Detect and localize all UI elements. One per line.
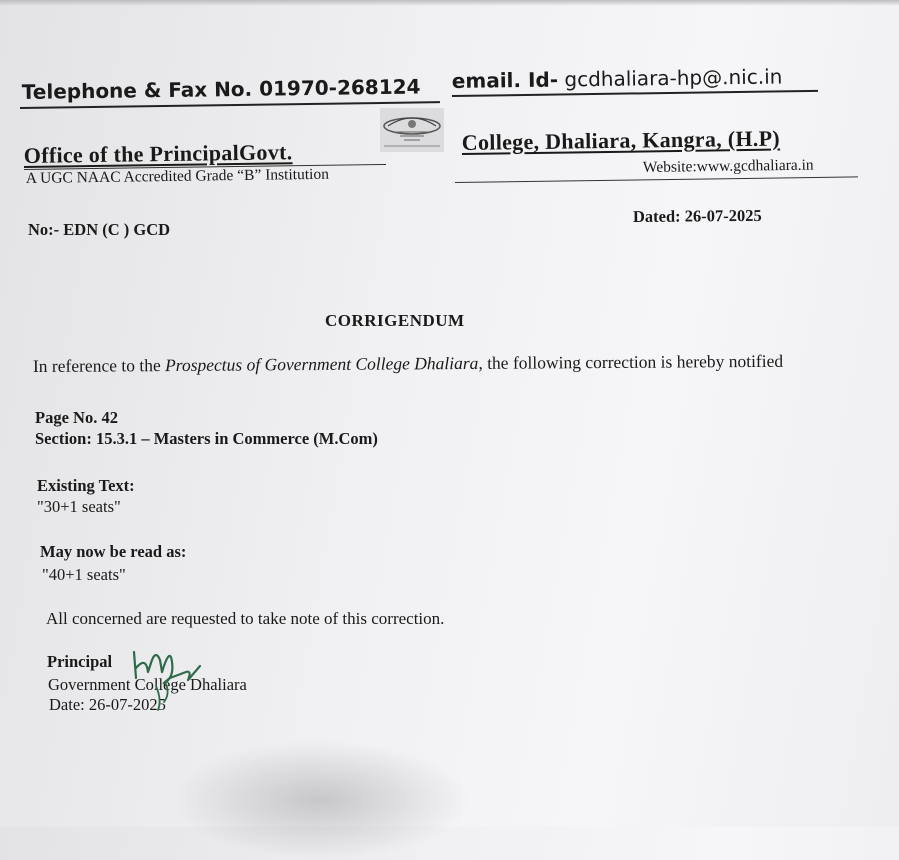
existing-text-value: "30+1 seats" bbox=[37, 497, 121, 516]
dated-line: Dated: 26-07-2025 bbox=[632, 205, 762, 227]
reference-number: No:- EDN (C ) GCD bbox=[28, 220, 171, 239]
website-rule bbox=[455, 176, 858, 183]
office-title-left: Office of the PrincipalGovt. bbox=[23, 139, 293, 169]
college-emblem-icon bbox=[378, 106, 446, 154]
read-as-label: May now be read as: bbox=[40, 542, 187, 561]
accreditation-line: A UGC NAAC Accredited Grade “B” Institution bbox=[25, 165, 330, 188]
telephone-fax-line: Telephone & Fax No. 01970-268124 bbox=[21, 74, 421, 104]
signatory-title: Principal bbox=[47, 652, 113, 671]
email-line bbox=[452, 64, 783, 93]
intro-suffix: , the following correction is hereby notified bbox=[478, 350, 784, 373]
read-as-value: "40+1 seats" bbox=[42, 565, 126, 584]
email-label: email. Id- bbox=[451, 67, 559, 93]
signatory-college: Government College Dhaliara bbox=[48, 675, 247, 694]
section-line: Section: 15.3.1 – Masters in Commerce (M.Com) bbox=[35, 429, 378, 448]
page-top-shadow bbox=[0, 0, 899, 6]
website-line: Website:www.gcdhaliara.in bbox=[642, 156, 814, 177]
existing-text-label: Existing Text: bbox=[37, 476, 135, 495]
document-heading: CORRIGENDUM bbox=[325, 311, 465, 330]
intro-prefix: In reference to the bbox=[32, 355, 166, 377]
signatory-date: Date: 26-07-2025 bbox=[49, 695, 166, 714]
intro-italic-title: Prospectus of Government College Dhaliara bbox=[164, 352, 479, 376]
closing-note: All concerned are requested to take note of this correction. bbox=[46, 609, 445, 628]
page-bottom-shadow bbox=[170, 740, 470, 860]
office-title-right: College, Dhaliara, Kangra, (H.P) bbox=[461, 125, 781, 156]
handwritten-signature bbox=[126, 642, 212, 714]
intro-paragraph bbox=[33, 351, 783, 377]
page-number: Page No. 42 bbox=[35, 408, 118, 427]
email-value: gcdhaliara-hp@.nic.in bbox=[557, 64, 783, 92]
